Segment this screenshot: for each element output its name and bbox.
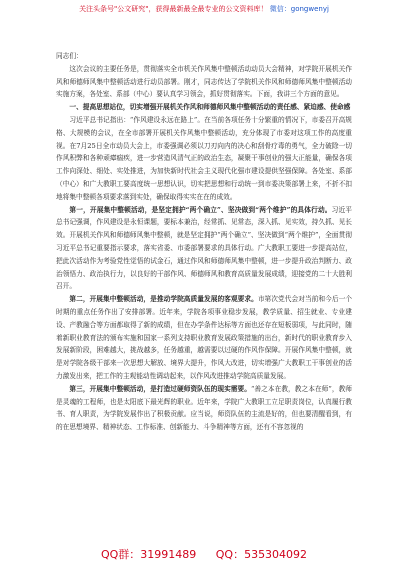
top-banner (0, 4, 408, 14)
paragraph-point-3: 第三，开展集中整顿活动，是打造过硬师资队伍的现实需要。“善之本在教，教之本在师”，教师是灵魂的工程师，也是太阳底下最光辉的职业。近年来，学院广大教职工立足职责岗位，认真履行教书、育人职责，为学院发展作出了积极贡献。应当说，师资队伍的主流是好的，但也要清醒看到，有的在思想境界、精神状态、工作标准、创新能力、斗争精神等方面，还有不容忽视的 (56, 384, 352, 432)
point-lead-sentence: 第一，开展集中整顿活动，是坚定拥护“两个确立”、坚决做到“两个维护”的具体行动。 (69, 205, 332, 214)
banner-wechat-id: 微信：gongwenyj (269, 5, 329, 13)
section-heading-1: 一、提高思想站位，切实增强开展机关作风和师德师风集中整顿活动的责任感、紧迫感、使命感 (69, 103, 351, 112)
paragraph-point-2: 第二，开展集中整顿活动，是推动学院高质量发展的客观要求。市第次党代会对当前和今后一个时期的重点任务作出了安排部署。近年来，学院各项事业稳步发展，教学质量、招生就业、专业建设、产教融合等方面都取得了新的成绩，但在办学条件达标等方面也还存在短板弱项，与此同时，随着新职业教育法的颁布实施和国家一系列支持职业教育发展政策措施的出台，新时代的职业教育步入发展新阶段，困难越大，挑战越多，任务越重，越需要以过硬的作风作保障。开展作风集中整顿，就是对学院各级干部来一次思想大解放、境界大提升，作风大改进，切实增强广大教职工干事创业的活力激发出来，把工作的主观能动性调动起来，以作风改进推动学院高质量发展。 (56, 295, 353, 380)
point-lead-sentence: 第二，开展集中整顿活动，是推动学院高质量发展的客观要求。 (69, 295, 258, 304)
paragraph-body: 习近平总书记指出：“作风建设永远在路上”。在当前各项任务十分繁重的情况下，市委召开高规格、大规模的会议，在全市部署开展机关作风集中整顿活动，充分体现了市委对这项工作的高度重视。在7月25日全市动员大会上，市委强调必须以刀刃向内的决心和刮骨疗毒的勇气，全力破除一切作风积弊和各种顽瘴痼疾，进一步营造风清气正的政治生态，凝聚干事创业的强大正能量，确保各项工作向深处、细处、实处推进，为加快新时代社会主义现代化强市建设提供坚强保障。各处室、系部（中心）和广大教职工要高度统一思想认识，切实把思想和行动统一到市委决策部署上来，不折不扣地将集中整顿各项要求落到实处，确保取得实实在在的成效。 (56, 115, 352, 201)
paragraph-point-1: 第一，开展集中整顿活动，是坚定拥护“两个确立”、坚决做到“两个维护”的具体行动。习近平总书记强调，作风建设是永恒课题，要标本兼治，经常抓、见常态，深入抓、见实效，持久抓、见长效。开展机关作风和师德师风集中整顿，就是坚定拥护“两个确立”、坚决做到“两个维护”，全面贯彻习近平总书记重要指示要求，落实省委、市委部署要求的具体行动。广大教职工要进一步提高站位，把此次活动作为考验党性觉悟的试金石，通过作风和师德师风集中整顿，进一步提升政治判断力、政治领悟力、政治执行力，以良好的干部作风、师德师风和教育高质量发展成绩，迎接党的二十大胜利召开。 (56, 205, 352, 291)
footer-contact (0, 548, 408, 562)
footer-qq-group: QQ群：31991489 (100, 548, 197, 561)
footer-qq-personal: QQ：535304092 (215, 548, 308, 561)
banner-promo-text: 关注头条号"公文研究"，获得最新最全最专业的公文资料库！ (79, 5, 268, 13)
paragraph-intro: 这次会议的主要任务是，贯彻落实全市机关作风集中整顿活动动员大会精神，对学院开展机关作风和师德师风集中整顿活动进行动员部署。刚才，同志传达了学院机关作风和师德师风集中整顿活动实施方案，各处室、系部（中心）要认真学习领会，抓好贯彻落实。下面，我讲三个方面的意见。 (56, 64, 352, 99)
salutation: 同志们： (56, 52, 83, 60)
document-body (56, 50, 352, 434)
point-lead-sentence: 第三，开展集中整顿活动，是打造过硬师资队伍的现实需要。 (69, 384, 251, 393)
